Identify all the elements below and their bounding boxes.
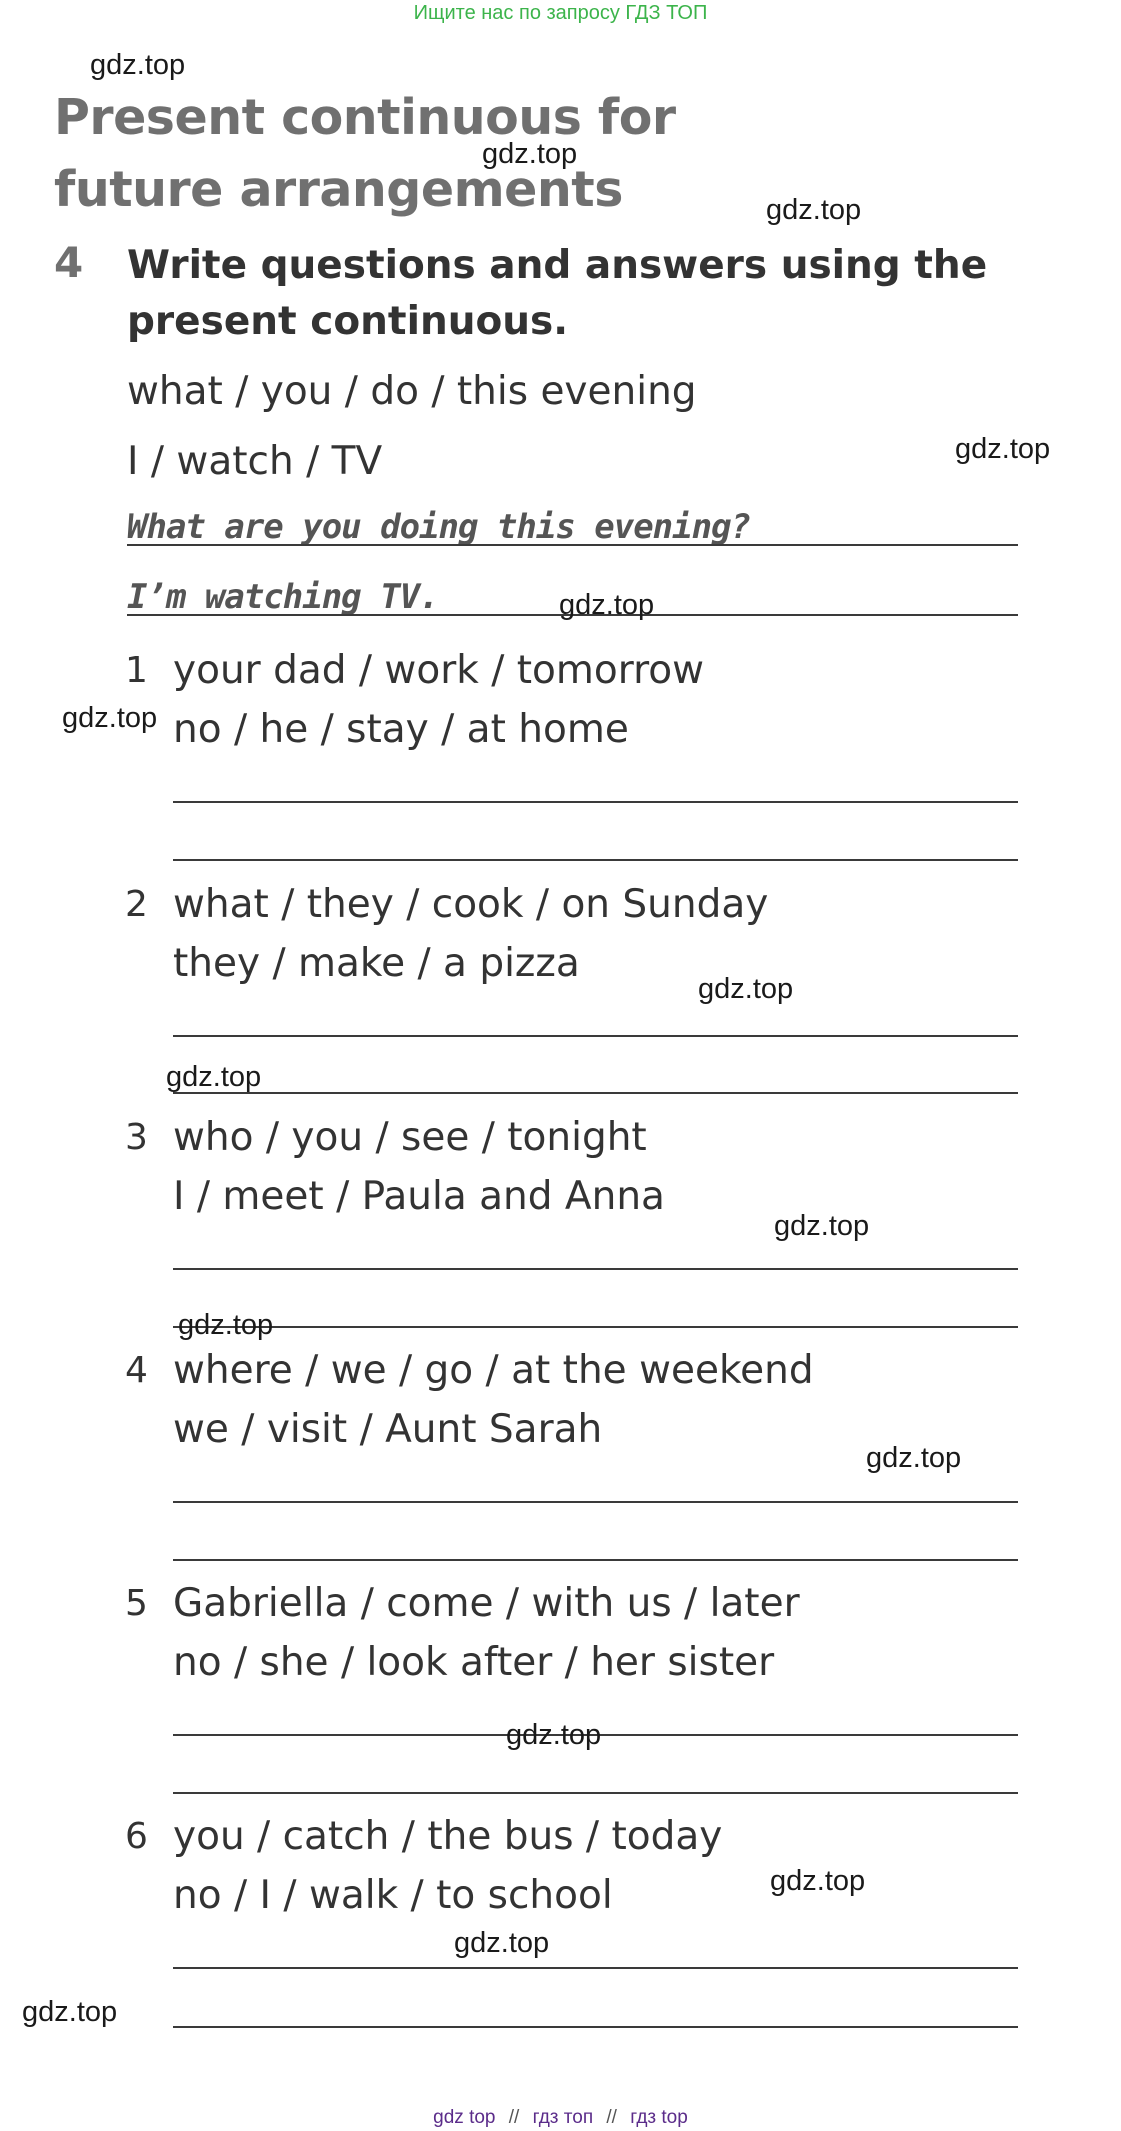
item-answer-prompt: I / meet / Paula and Anna — [173, 1174, 665, 1219]
item-number: 3 — [125, 1117, 148, 1158]
answer-line-6a[interactable] — [173, 1967, 1018, 1969]
answer-line-1a[interactable] — [173, 801, 1018, 803]
footer-separator: // — [508, 2107, 520, 2128]
footer-link[interactable]: гдз топ — [532, 2107, 594, 2128]
watermark: gdz.top — [454, 1927, 550, 1959]
example-answer-question: What are you doing this evening? — [127, 507, 751, 547]
item-question-prompt: who / you / see / tonight — [173, 1115, 647, 1160]
watermark: gdz.top — [178, 1309, 274, 1341]
answer-line-3a[interactable] — [173, 1268, 1018, 1270]
answer-line-2a[interactable] — [173, 1035, 1018, 1037]
watermark: gdz.top — [482, 138, 578, 170]
watermark: gdz.top — [166, 1061, 262, 1093]
item-number: 2 — [125, 884, 148, 925]
item-number: 1 — [125, 650, 148, 691]
answer-line-5b[interactable] — [173, 1792, 1018, 1794]
watermark: gdz.top — [766, 194, 862, 226]
watermark: gdz.top — [559, 589, 655, 621]
watermark: gdz.top — [955, 433, 1051, 465]
item-number: 6 — [125, 1816, 148, 1857]
watermark: gdz.top — [770, 1865, 866, 1897]
item-answer-prompt: no / I / walk / to school — [173, 1873, 613, 1918]
watermark: gdz.top — [506, 1719, 602, 1751]
item-answer-prompt: we / visit / Aunt Sarah — [173, 1407, 603, 1452]
footer-link[interactable]: гдз top — [630, 2107, 688, 2128]
item-number: 4 — [125, 1350, 148, 1391]
watermark: gdz.top — [866, 1442, 962, 1474]
top-banner-text[interactable]: Ищите нас по запросу ГДЗ ТОП — [413, 2, 708, 24]
item-answer-prompt: they / make / a pizza — [173, 941, 580, 986]
answer-line-2b[interactable] — [173, 1092, 1018, 1094]
item-question-prompt: what / they / cook / on Sunday — [173, 882, 769, 927]
answer-line-6b[interactable] — [173, 2026, 1018, 2028]
watermark: gdz.top — [22, 1996, 118, 2028]
item-answer-prompt: no / he / stay / at home — [173, 707, 629, 752]
answer-line-1b[interactable] — [173, 859, 1018, 861]
answer-line-4a[interactable] — [173, 1501, 1018, 1503]
section-title: Present continuous for future arrangements — [54, 89, 676, 218]
footer-separator: // — [606, 2107, 617, 2128]
item-question-prompt: Gabriella / come / with us / later — [173, 1581, 800, 1626]
example-prompt-question: what / you / do / this evening — [127, 369, 697, 414]
item-number: 5 — [125, 1583, 148, 1624]
item-question-prompt: where / we / go / at the weekend — [173, 1348, 814, 1393]
watermark: gdz.top — [90, 49, 186, 81]
item-answer-prompt: no / she / look after / her sister — [173, 1640, 775, 1685]
top-banner[interactable] — [0, 0, 1121, 26]
example-prompt-answer: I / watch / TV — [127, 439, 383, 484]
watermark: gdz.top — [62, 702, 158, 734]
item-question-prompt: your dad / work / tomorrow — [173, 648, 705, 693]
answer-line-3b[interactable] — [173, 1326, 1018, 1328]
item-question-prompt: you / catch / the bus / today — [173, 1814, 723, 1859]
footer-link[interactable]: gdz top — [433, 2107, 496, 2128]
watermark: gdz.top — [698, 973, 794, 1005]
footer — [0, 2106, 1121, 2130]
example-answer-answer: I’m watching TV. — [127, 577, 439, 617]
exercise-instruction: Write questions and answers using the present continuous. — [127, 243, 988, 344]
exercise-number: 4 — [54, 238, 84, 287]
watermark: gdz.top — [774, 1210, 870, 1242]
example-answer-line — [127, 544, 1018, 546]
answer-line-4b[interactable] — [173, 1559, 1018, 1561]
